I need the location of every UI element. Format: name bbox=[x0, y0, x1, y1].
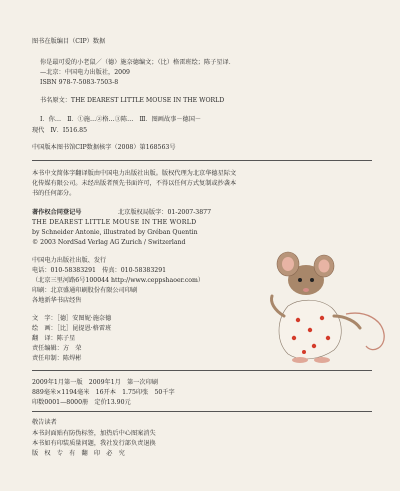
english-title: THE DEAREST LITTLE MOUSE IN THE WORLD bbox=[32, 219, 197, 226]
cip-number: 中国版本图书馆CIP数据核字（2008）第168563号 bbox=[32, 144, 176, 151]
publisher-phone: 电话：010-58383291 传真：010-58383291 bbox=[32, 267, 167, 274]
english-credit: by Schneider Antonie, illustrated by Gréban Quentin bbox=[32, 229, 198, 236]
divider bbox=[32, 160, 372, 161]
notice-heading: 敬告读者 bbox=[32, 419, 57, 426]
notice-line: 本书中文简体字翻译版由中国电力出版社出版。版权代理为北京华德星际文 bbox=[32, 170, 237, 177]
cip-line: 你是最可爱的小老鼠／（德）施奈德编文；（比）格雷班绘；陈子星译． bbox=[40, 59, 235, 66]
credit-translator: 翻 译：陈子星 bbox=[32, 335, 76, 342]
mouse-illustration bbox=[248, 250, 398, 370]
cip-heading: 图书在版编目（CIP）数据 bbox=[32, 38, 106, 45]
mouse-tail bbox=[346, 313, 384, 349]
publisher-distribution: 各地新华书店经售 bbox=[32, 297, 82, 304]
credit-editor: 责任编辑：方 荣 bbox=[32, 345, 82, 352]
cip-line: Ⅰ．你… Ⅱ．①施…②格…③陈… Ⅲ．图画故事－德国－ bbox=[40, 116, 202, 123]
divider bbox=[32, 411, 372, 412]
edition-date: 2009年1月第一版 2009年1月 第一次印刷 bbox=[32, 379, 158, 386]
credit-illustrator: 绘 画：［比］昆提恩·格雷班 bbox=[32, 325, 112, 332]
contract-number: 北京版权局版字：01-2007-3877 bbox=[118, 209, 212, 216]
credit-author: 文 字：［德］安图妮·施奈德 bbox=[32, 315, 112, 322]
credit-printing: 责任印制：陈焊彬 bbox=[32, 355, 82, 362]
notice-line: 本书如有印装质量问题，我社发行部负责退换 bbox=[32, 440, 156, 447]
publisher-address: （北京三里河路6号100044 http://www.ceppshaoer.com） bbox=[32, 277, 205, 284]
cip-original-title: 书名原文：THE DEAREST LITTLE MOUSE IN THE WORLD bbox=[40, 97, 225, 104]
mouse-body bbox=[279, 300, 341, 359]
notice-line: 本书封面贴有防伪标签，加热后中心图案消失 bbox=[32, 430, 156, 437]
cip-line: 现代 Ⅳ．I516.85 bbox=[32, 127, 88, 134]
edition-print-run: 印数0001—8000册 定价13.90元 bbox=[32, 399, 131, 406]
notice-line: 化传媒有限公司。未经出版者预先书面许可，不得以任何方式复制或抄袭本 bbox=[32, 180, 237, 187]
mouse-head bbox=[277, 252, 334, 295]
copyright-line: © 2003 NordSad Verlag AG Zurich / Switzerland bbox=[32, 239, 186, 246]
edition-format: 889毫米×1194毫米 16开本 1.75印张 50千字 bbox=[32, 389, 175, 396]
publisher-printer: 印刷：北京盛通印刷股份有限公司印刷 bbox=[32, 287, 138, 294]
cip-isbn: ISBN 978-7-5083-7503-8 bbox=[40, 79, 119, 86]
notice-line: 书的任何部分。 bbox=[32, 190, 76, 197]
cip-line: —北京：中国电力出版社，2009 bbox=[40, 69, 130, 76]
divider bbox=[32, 370, 372, 371]
notice-rights: 版 权 专 有 翻 印 必 究 bbox=[32, 450, 125, 457]
contract-label: 著作权合同登记号 bbox=[32, 209, 82, 216]
publisher-line: 中国电力出版社出版、发行 bbox=[32, 257, 107, 264]
